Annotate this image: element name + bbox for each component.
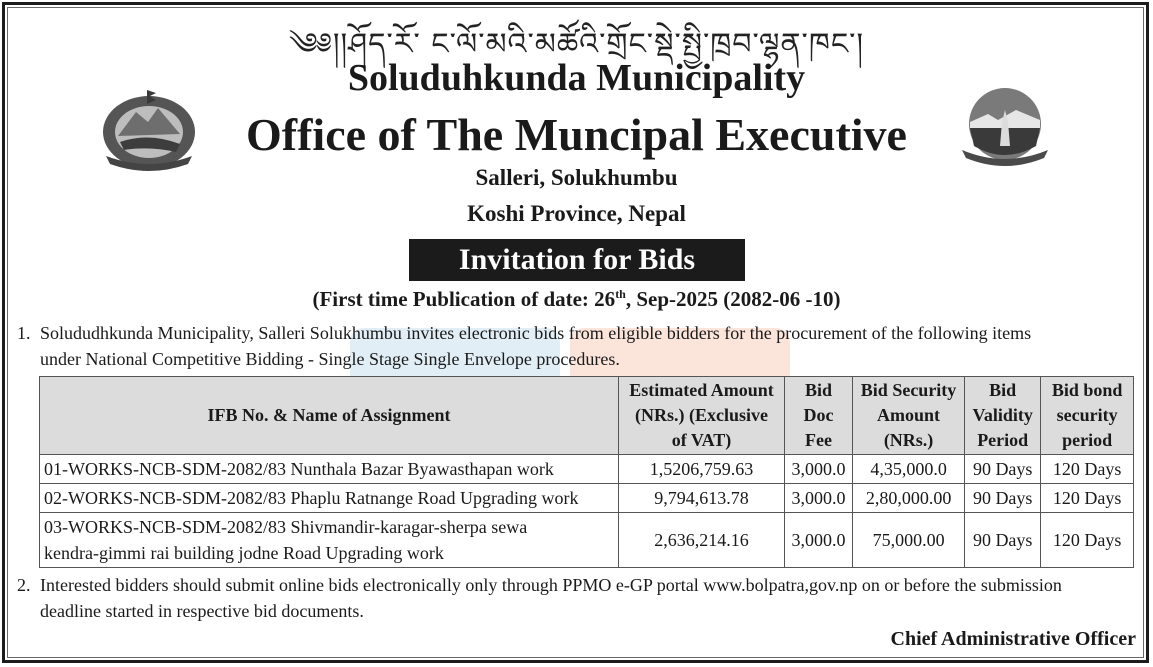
header-line: Fee [805, 430, 832, 450]
paragraph-2-line-2: deadline started in respective bid documents. [40, 601, 364, 621]
header-line: Doc [803, 405, 834, 425]
bids-table [39, 376, 1134, 568]
cell-validity: 90 Days [965, 513, 1041, 568]
paragraph-2 [17, 572, 1142, 624]
cell-validity: 90 Days [965, 455, 1041, 484]
table-row [40, 484, 1134, 513]
address-line-2: Koshi Province, Nepal [467, 201, 686, 226]
header-line: of VAT) [671, 430, 732, 450]
cell-bid-doc-fee: 3,000.0 [784, 513, 852, 568]
header-bid-security [853, 377, 965, 455]
header-line: security [1056, 405, 1118, 425]
table-row [40, 513, 1134, 568]
publication-suffix: , Sep-2025 (2082-06 -10) [625, 287, 841, 311]
paragraph-text: Solududhkunda Municipality, Salleri Solukhumbu invites electronic bids from eligible bidders for the procurement of the following items [40, 323, 1032, 343]
paragraph-1-line-1 [17, 320, 1142, 346]
header-line: Bid Security [860, 380, 957, 400]
header-estimated-amount [619, 377, 785, 455]
cell-estimated-amount: 9,794,613.78 [619, 484, 785, 513]
header-bond-period [1041, 377, 1134, 455]
name-line: kendra-gimmi rai building jodne Road Upgrading work [44, 543, 444, 563]
header-line: IFB No. & Name of Assignment [207, 405, 451, 425]
cell-bond-period: 120 Days [1041, 455, 1134, 484]
header-line: (NRs.) [883, 430, 934, 450]
cell-validity: 90 Days [965, 484, 1041, 513]
cell-bid-security: 2,80,000.00 [853, 484, 965, 513]
cell-bond-period: 120 Days [1041, 484, 1134, 513]
cell-bid-doc-fee: 3,000.0 [784, 484, 852, 513]
address-line-1: Salleri, Solukhumbu [475, 165, 678, 190]
paragraph-2-line-1 [17, 572, 1142, 598]
cell-estimated-amount: 1,5206,759.63 [619, 455, 785, 484]
cell-bid-security: 75,000.00 [853, 513, 965, 568]
header-line: Validity [972, 405, 1033, 425]
name-line: 03-WORKS-NCB-SDM-2082/83 Shivmandir-karagar-sherpa sewa [44, 517, 528, 537]
municipality-name: Soluduhkunda Municipality [347, 57, 806, 99]
paragraph-1 [17, 320, 1142, 372]
cell-estimated-amount: 2,636,214.16 [619, 513, 785, 568]
paragraph-text: Interested bidders should submit online bids electronically only through PPMO e-GP portal www.bolpatra,gov.np on or before the submission [40, 575, 1062, 595]
tibetan-header-line: ༄༅།།ཤོད་རོ་ ང་ལོ་མའི་མཚོའི་གྲོང་སྡེ་སྤྱི་ཁྲབ་ལྷན་ཁང་། [288, 27, 865, 62]
signature-title: Chief Administrative Officer [890, 628, 1136, 650]
cell-assignment-name: 02-WORKS-NCB-SDM-2082/83 Phaplu Ratnange Road Upgrading work [40, 484, 619, 513]
header-line: Bid [989, 380, 1017, 400]
table-row [40, 455, 1134, 484]
header-line: Estimated Amount [629, 380, 774, 400]
notice-title-banner: Invitation for Bids [409, 239, 745, 281]
paragraph-number: 1. [17, 323, 31, 343]
paragraph-number: 2. [17, 575, 31, 595]
cell-assignment-name [40, 513, 619, 568]
cell-bond-period: 120 Days [1041, 513, 1134, 568]
cell-assignment-name: 01-WORKS-NCB-SDM-2082/83 Nunthala Bazar Byawasthapan work [40, 455, 619, 484]
publication-sup: th [615, 287, 626, 301]
header-line: Period [977, 430, 1029, 450]
header-ifb-name [40, 377, 619, 455]
paragraph-1-line-2: under National Competitive Bidding - Single Stage Single Envelope procedures. [40, 349, 620, 369]
header-line: Bid bond [1051, 380, 1123, 400]
header-bid-validity [965, 377, 1041, 455]
office-name: Office of The Muncipal Executive [246, 109, 907, 160]
header-bid-doc-fee [784, 377, 852, 455]
cell-bid-security: 4,35,000.0 [853, 455, 965, 484]
header-line: Bid [804, 380, 833, 400]
table-header-row [40, 377, 1134, 455]
header-line: (NRs.) (Exclusive [634, 405, 768, 425]
header-line: Amount [877, 405, 941, 425]
publication-date [0, 287, 1153, 312]
publication-prefix: (First time Publication of date: 26 [312, 287, 616, 311]
cell-bid-doc-fee: 3,000.0 [784, 455, 852, 484]
header-line: period [1062, 430, 1113, 450]
